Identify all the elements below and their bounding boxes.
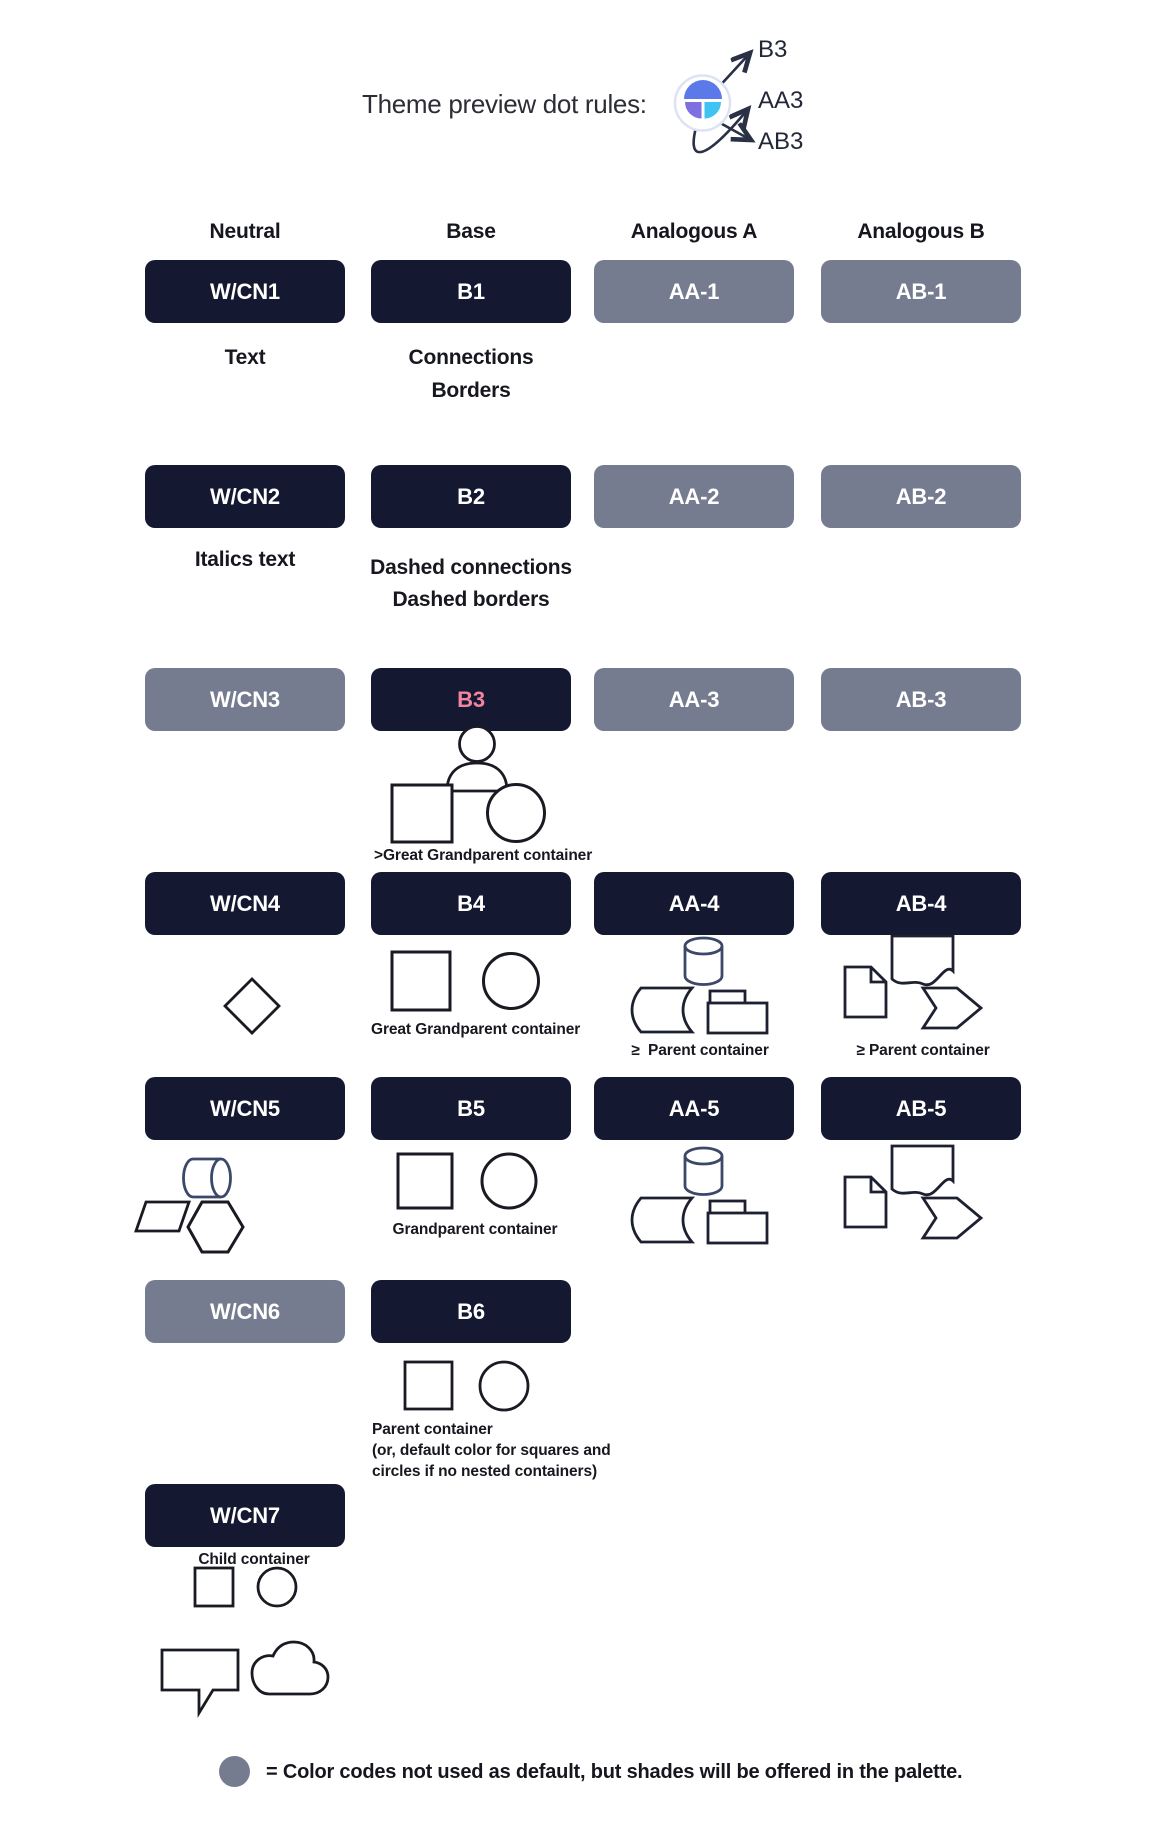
pill-b6-label: B6 [457, 1298, 485, 1324]
pill-b5-label: B5 [457, 1095, 485, 1121]
pill-wcn4 [145, 872, 345, 935]
caption-dashed-borders: Dashed borders [392, 588, 550, 611]
legend-text: = Color codes not used as default, but shades will be offered in the palette. [266, 1761, 963, 1783]
parallelogram-shape [136, 1202, 189, 1231]
pill-ab4 [821, 872, 1021, 935]
wcn7-square-circle [195, 1568, 296, 1606]
document-wave-shape [892, 936, 953, 985]
pill-b1-label: B1 [457, 278, 485, 304]
pill-aa4-label: AA-4 [668, 890, 720, 916]
chevron-arrow-shape [923, 988, 981, 1028]
aa5-shape-group [632, 1148, 767, 1243]
caption-b6-line2: (or, default color for squares and [372, 1442, 611, 1459]
pill-ab1-label: AB-1 [895, 278, 947, 304]
pill-ab5 [821, 1077, 1021, 1140]
caption-b4-shapes: Great Grandparent container [371, 1021, 581, 1038]
pill-wcn5-label: W/CN5 [210, 1095, 280, 1121]
column-header-analogous-b: Analogous B [857, 220, 985, 243]
speech-bubble-shape [162, 1650, 238, 1713]
caption-b6-line3: circles if no nested containers) [372, 1463, 598, 1480]
column-header-neutral: Neutral [209, 220, 281, 243]
pill-wcn1-label: W/CN1 [210, 278, 280, 304]
pill-wcn2-label: W/CN2 [210, 483, 280, 509]
pill-wcn3 [145, 668, 345, 731]
person-icon [447, 727, 507, 792]
dot-rule-target-ab3: AB3 [758, 128, 804, 155]
pill-wcn2 [145, 465, 345, 528]
pill-wcn7 [145, 1484, 345, 1547]
square-shape-b3 [392, 785, 452, 842]
b6-square-circle [405, 1362, 528, 1410]
cloud-shape [252, 1642, 328, 1694]
caption-text: Text [224, 346, 266, 369]
caption-b6-line1: Parent container [372, 1421, 493, 1438]
hexagon-shape [188, 1202, 243, 1252]
b4-square-circle [392, 952, 539, 1010]
folder-shape [708, 991, 767, 1033]
pill-b3 [371, 668, 571, 731]
pill-b1 [371, 260, 571, 323]
diamond-shape [225, 979, 279, 1033]
aa-shape-group [632, 938, 767, 1033]
pill-b3-label: B3 [457, 686, 485, 712]
page-fold-shape [845, 967, 886, 1017]
stored-data-shape [632, 988, 692, 1032]
circle-shape-b3 [488, 785, 545, 842]
pill-wcn4-label: W/CN4 [210, 890, 280, 916]
caption-borders: Borders [431, 379, 511, 402]
cylinder-icon [685, 938, 722, 985]
pill-aa5-label: AA-5 [668, 1095, 720, 1121]
dot-rule-target-b3: B3 [758, 36, 788, 63]
caption-b3-shapes: >Great Grandparent container [374, 847, 593, 864]
page-title: Theme preview dot rules: [362, 89, 647, 119]
pill-wcn7-label: W/CN7 [210, 1502, 280, 1528]
pill-ab3 [821, 668, 1021, 731]
pill-aa2 [594, 465, 794, 528]
column-header-base: Base [446, 220, 496, 243]
theme-preview-dot-icon [675, 76, 730, 131]
pill-aa1-label: AA-1 [668, 278, 720, 304]
pill-wcn6-label: W/CN6 [210, 1298, 280, 1324]
ab5-shape-group [845, 1146, 981, 1238]
theme-preview-dot-diagram [640, 25, 840, 175]
caption-dashed-connections: Dashed connections [370, 556, 572, 579]
pill-aa4 [594, 872, 794, 935]
pill-aa3-label: AA-3 [668, 686, 720, 712]
pill-wcn6 [145, 1280, 345, 1343]
caption-aa4-shapes: ≥ Parent container [631, 1042, 769, 1059]
caption-connections: Connections [408, 346, 534, 369]
pill-wcn3-label: W/CN3 [210, 686, 280, 712]
pill-aa1 [594, 260, 794, 323]
legend-gray-dot-icon [219, 1756, 250, 1787]
caption-italics-text: Italics text [194, 548, 296, 571]
pill-ab5-label: AB-5 [895, 1095, 947, 1121]
caption-wcn7-child: Child container [198, 1551, 310, 1568]
pill-b5 [371, 1077, 571, 1140]
pill-ab3-label: AB-3 [895, 686, 947, 712]
caption-b5-shapes: Grandparent container [392, 1221, 558, 1238]
column-header-analogous-a: Analogous A [630, 220, 758, 243]
pill-aa2-label: AA-2 [668, 483, 720, 509]
pill-b2-label: B2 [457, 483, 485, 509]
dot-rule-target-aa3: AA3 [758, 87, 804, 114]
caption-ab4-shapes: ≥ Parent container [856, 1042, 990, 1059]
pill-b4 [371, 872, 571, 935]
pill-ab2 [821, 465, 1021, 528]
horizontal-cylinder-icon [184, 1159, 231, 1197]
pill-wcn1 [145, 260, 345, 323]
pill-b6 [371, 1280, 571, 1343]
pill-wcn5 [145, 1077, 345, 1140]
ab-shape-group [845, 936, 981, 1028]
pill-aa5 [594, 1077, 794, 1140]
pill-aa3 [594, 668, 794, 731]
pill-b2 [371, 465, 571, 528]
pill-ab4-label: AB-4 [895, 890, 947, 916]
b5-square-circle [398, 1154, 536, 1208]
pill-b4-label: B4 [457, 890, 485, 916]
pill-ab2-label: AB-2 [895, 483, 947, 509]
pill-ab1 [821, 260, 1021, 323]
